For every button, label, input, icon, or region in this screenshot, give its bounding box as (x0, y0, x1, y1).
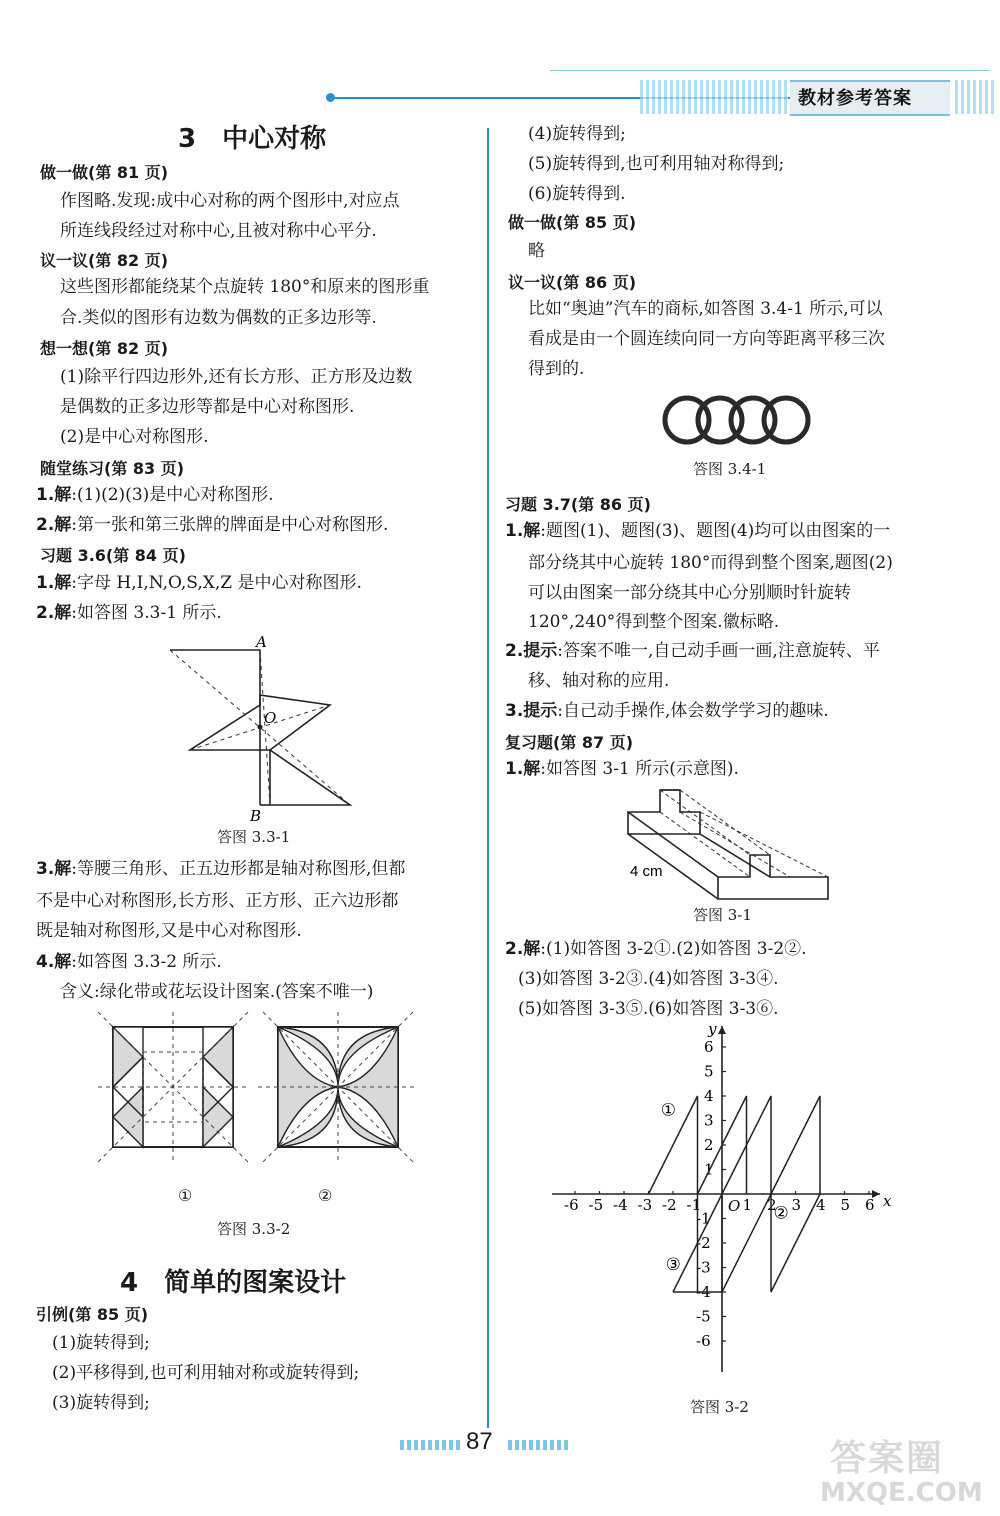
y-tick-label: -4 (696, 1283, 711, 1301)
text-line: 3.解:等腰三角形、正五边形都是轴对称图形,但都 (36, 859, 406, 879)
text-line: 3.提示:自己动手操作,体会数学学习的趣味. (505, 701, 829, 721)
text-line: 120°,240°得到整个图案.徽标略. (528, 612, 780, 632)
text-line: (1)除平行四边形外,还有长方形、正方形及边数 (60, 367, 413, 387)
footer-stripes-right (508, 1440, 568, 1450)
text-line: 含义:绿化带或花坛设计图案.(答案不唯一) (60, 982, 374, 1002)
x-tick-label: -1 (686, 1196, 702, 1215)
text-line: (1)旋转得到; (52, 1333, 150, 1353)
audi-rings-figure (660, 392, 810, 448)
text-line: (3)旋转得到; (52, 1393, 150, 1413)
heading-ex-3-7: 习题 3.7(第 86 页) (505, 495, 651, 514)
figure-3-3-2-pattern-1 (98, 1012, 248, 1162)
figure-3-3-1 (170, 635, 370, 825)
text-line: 不是中心对称图形,长方形、正方形、正六边形都 (36, 891, 399, 911)
text-line: 2.提示:答案不唯一,自己动手画一画,注意旋转、平 (505, 641, 880, 661)
header-rule-thin (550, 70, 990, 71)
y-tick-label: 5 (704, 1062, 714, 1081)
text-line: (6)旋转得到. (528, 184, 626, 204)
header-stripes-right (955, 80, 995, 114)
y-tick-label: 1 (704, 1160, 714, 1179)
text-line: 作图略.发现:成中心对称的两个图形中,对应点 (60, 191, 400, 211)
text-line: (2)平移得到,也可利用轴对称或旋转得到; (52, 1363, 360, 1383)
y-tick-label: 2 (704, 1136, 714, 1154)
text-line: 1.解:题图(1)、题图(3)、题图(4)均可以由图案的一 (505, 521, 891, 541)
text-line: 移、轴对称的应用. (528, 671, 670, 691)
marker-3: ③ (665, 1254, 681, 1275)
text-line: (3)如答图 3-2③.(4)如答图 3-3④. (518, 969, 779, 989)
x-tick-label: 4 (816, 1196, 826, 1215)
label-B: B (250, 807, 262, 825)
y-axis-label: y (708, 1020, 717, 1038)
heading-do-p81: 做一做(第 81 页) (40, 163, 169, 182)
watermark-url: MXQE.COM (820, 1478, 983, 1508)
label-pattern-1: ① (178, 1186, 193, 1205)
caption-3-2: 答图 3-2 (690, 1398, 749, 1416)
column-divider (487, 128, 489, 1428)
label-O: O (264, 709, 277, 727)
text-line: 2.解:如答图 3.3-1 所示. (36, 603, 222, 623)
marker-1: ① (660, 1100, 676, 1121)
footer-stripes-left (400, 1440, 460, 1450)
text-line: 2.解:(1)如答图 3-2①.(2)如答图 3-2②. (505, 939, 807, 959)
shape-2-top (722, 1096, 820, 1194)
y-tick-label: -1 (696, 1209, 711, 1228)
label-pattern-2: ② (318, 1186, 333, 1205)
text-line: (5)如答图 3-3⑤.(6)如答图 3-3⑥. (518, 999, 779, 1019)
text-line: 1.解:(1)(2)(3)是中心对称图形. (36, 485, 274, 505)
text-line: 1.解:字母 H,I,N,O,S,X,Z 是中心对称图形. (36, 573, 362, 593)
x-tick-label: -6 (564, 1196, 579, 1215)
x-axis-label: x (883, 1192, 892, 1210)
header-dot (326, 93, 335, 102)
y-tick-label: -3 (696, 1258, 711, 1277)
caption-3-3-1: 答图 3.3-1 (217, 828, 291, 846)
heading-review-p87: 复习题(第 87 页) (505, 733, 634, 752)
text-line: 所连线段经过对称中心,且被对称中心平分. (60, 221, 377, 241)
caption-3-3-2: 答图 3.3-2 (217, 1220, 291, 1238)
caption-3-1: 答图 3-1 (693, 906, 752, 924)
figure-3-2-coordinate-graph (550, 1022, 890, 1382)
text-line: 这些图形都能绕某个点旋转 180°和原来的图形重 (60, 277, 430, 297)
x-tick-label: 5 (840, 1196, 851, 1215)
y-tick-label: -2 (696, 1234, 711, 1252)
x-tick-label: 1 (742, 1196, 753, 1215)
text-line: (4)旋转得到; (528, 124, 626, 144)
header-stripes-left (640, 80, 788, 114)
y-tick-label: 6 (704, 1038, 714, 1056)
text-line: 合.类似的图形有边数为偶数的正多边形等. (60, 308, 377, 328)
page-number: 87 (466, 1428, 493, 1455)
text-line: 1.解:如答图 3-1 所示(示意图). (505, 759, 739, 779)
text-line: 部分绕其中心旋转 180°而得到整个图案,题图(2) (528, 553, 893, 573)
figure-3-3-2-pattern-2 (258, 1012, 418, 1162)
x-tick-label: -3 (637, 1196, 653, 1215)
marker-2: ② (773, 1203, 789, 1224)
section-3-title: 3 中心对称 (178, 124, 327, 154)
text-line: 略 (528, 241, 545, 261)
heading-ex-3-6: 习题 3.6(第 84 页) (40, 546, 186, 565)
x-tick-label: -2 (662, 1196, 677, 1215)
figure-3-1-staircase (620, 782, 840, 902)
section-4-title: 4 简单的图案设计 (120, 1268, 347, 1298)
y-tick-label: 4 (704, 1087, 714, 1105)
heading-discuss-p86: 议一议(第 86 页) (508, 273, 637, 292)
y-axis-arrow (718, 1026, 726, 1034)
header-title: 教材参考答案 (798, 88, 912, 109)
text-line: (5)旋转得到,也可利用轴对称得到; (528, 154, 785, 174)
text-line: 4.解:如答图 3.3-2 所示. (36, 952, 222, 972)
heading-discuss-p82: 议一议(第 82 页) (40, 251, 169, 270)
heading-do-p85: 做一做(第 85 页) (508, 213, 637, 232)
x-tick-label: 6 (865, 1196, 875, 1215)
heading-practice-p83: 随堂练习(第 83 页) (40, 459, 185, 478)
heading-think-p82: 想一想(第 82 页) (40, 339, 169, 358)
x-tick-label: 2 (767, 1196, 777, 1215)
text-line: 是偶数的正多边形等都是中心对称图形. (60, 397, 355, 417)
y-tick-label: -6 (696, 1332, 711, 1350)
label-4cm: 4 cm (630, 863, 663, 880)
y-tick-label: -5 (696, 1307, 711, 1326)
y-tick-label: 3 (704, 1111, 714, 1130)
text-line: (2)是中心对称图形. (60, 427, 209, 447)
x-tick-label: -4 (613, 1196, 628, 1215)
origin-label: O (728, 1197, 741, 1215)
text-line: 看成是由一个圆连续向同一方向等距离平移三次 (528, 329, 885, 349)
text-line: 既是轴对称图形,又是中心对称图形. (36, 921, 302, 941)
text-line: 可以由图案一部分绕其中心分别顺时针旋转 (528, 583, 851, 603)
text-line: 2.解:第一张和第三张牌的牌面是中心对称图形. (36, 515, 389, 535)
text-line: 得到的. (528, 359, 585, 379)
caption-3-4-1: 答图 3.4-1 (693, 460, 767, 478)
heading-intro-p85: 引例(第 85 页) (36, 1305, 149, 1324)
watermark-logo: 答案圈 (830, 1438, 945, 1479)
x-tick-label: 3 (791, 1196, 802, 1215)
x-tick-label: -5 (588, 1196, 604, 1215)
text-line: 比如“奥迪”汽车的商标,如答图 3.4-1 所示,可以 (528, 299, 883, 319)
label-A: A (256, 633, 267, 651)
